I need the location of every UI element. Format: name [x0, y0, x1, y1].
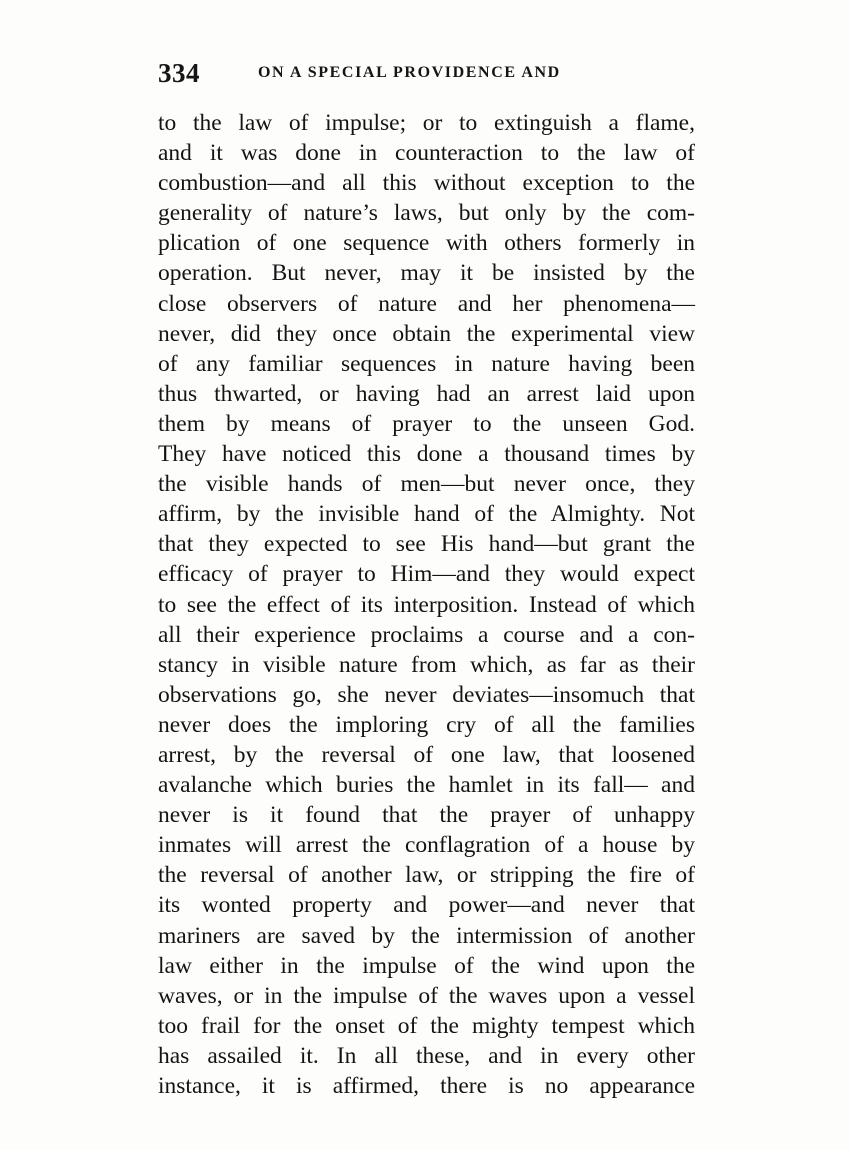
text-line: to see the effect of its interposition. Instead of which [158, 591, 695, 618]
text-line: inmates will arrest the conflagration of a house by [158, 832, 695, 859]
text-line: They have noticed this done a thousand times by [158, 441, 695, 468]
text-line: them by means of prayer to the unseen God. [158, 410, 695, 437]
running-head: ON A SPECIAL PROVIDENCE AND [258, 64, 561, 81]
text-line: law either in the impulse of the wind upon the [158, 952, 695, 979]
text-line: the visible hands of men—but never once, they [158, 471, 695, 498]
text-line: operation. But never, may it be insisted by the [158, 260, 695, 287]
text-line: its wonted property and power—and never that [158, 892, 695, 919]
text-line: affirm, by the invisible hand of the Almighty. Not [158, 501, 695, 528]
text-line: thus thwarted, or having had an arrest laid upon [158, 380, 695, 407]
text-line: instance, it is affirmed, there is no appearance [158, 1073, 695, 1099]
text-line: too frail for the onset of the mighty tempest which [158, 1012, 695, 1039]
text-line: close observers of nature and her phenomena— [158, 290, 695, 317]
text-line: plication of one sequence with others formerly in [158, 230, 695, 257]
text-line: to the law of impulse; or to extinguish a flame, [158, 110, 695, 136]
text-line: generality of nature’s laws, but only by the com- [158, 200, 695, 227]
text-line: efficacy of prayer to Him—and they would expect [158, 561, 695, 588]
text-line: that they expected to see His hand—but grant the [158, 531, 695, 558]
text-line: never does the imploring cry of all the families [158, 711, 695, 738]
text-line: the reversal of another law, or stripping the fire of [158, 862, 695, 889]
text-line: observations go, she never deviates—insomuch that [158, 681, 695, 708]
text-line: and it was done in counteraction to the law of [158, 140, 695, 167]
page-number: 334 [158, 58, 200, 88]
text-line: arrest, by the reversal of one law, that loosened [158, 741, 695, 768]
text-line: never, did they once obtain the experimental view [158, 320, 695, 347]
text-line: of any familiar sequences in nature having been [158, 350, 695, 377]
text-line: combustion—and all this without exception to the [158, 170, 695, 197]
text-line: mariners are saved by the intermission of another [158, 922, 695, 949]
page-header [158, 58, 698, 92]
text-line: waves, or in the impulse of the waves upon a vessel [158, 982, 695, 1009]
text-line: all their experience proclaims a course and a con- [158, 621, 695, 648]
body-text [158, 108, 695, 1101]
text-line: never is it found that the prayer of unhappy [158, 802, 695, 829]
text-line: avalanche which buries the hamlet in its fall— and [158, 772, 695, 799]
text-line: has assailed it. In all these, and in every other [158, 1042, 695, 1069]
text-line: stancy in visible nature from which, as far as their [158, 651, 695, 678]
